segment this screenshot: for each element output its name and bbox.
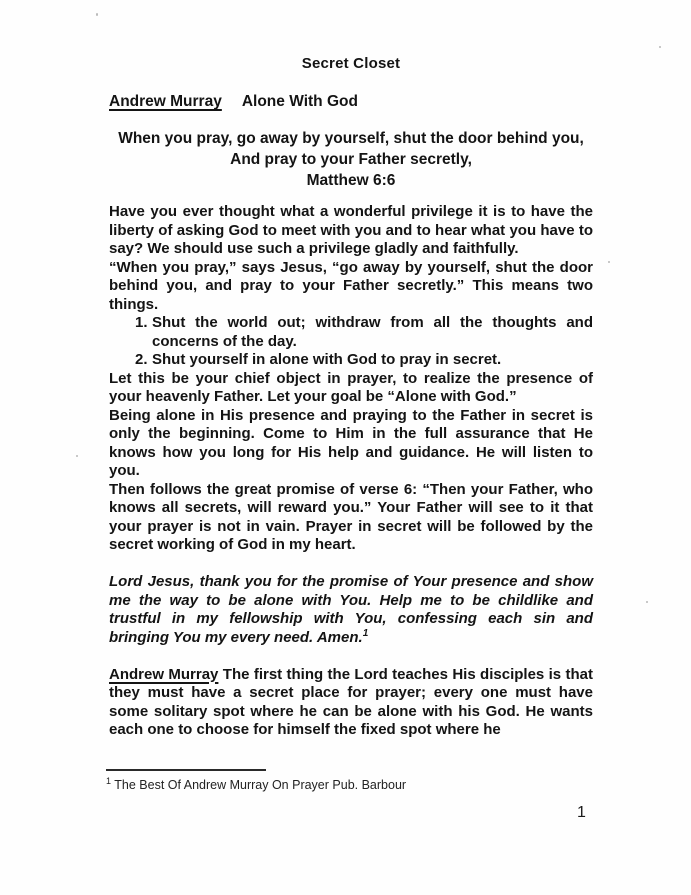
scripture-epigraph — [109, 128, 593, 191]
author-name: Andrew Murray — [109, 93, 222, 110]
footnote-ref: 1 — [362, 627, 369, 639]
list-item — [135, 314, 593, 351]
epigraph-line: When you pray, go away by yourself, shut the door behind you, — [118, 130, 584, 147]
page-title: Secret Closet — [301, 55, 401, 72]
scan-speck — [76, 455, 78, 457]
footnote-text: The Best Of Andrew Murray On Prayer Pub. Barbour — [114, 778, 407, 793]
byline — [109, 92, 593, 111]
page-number: 1 — [577, 804, 586, 821]
scan-speck — [659, 46, 661, 48]
list-item-text: Shut yourself in alone with God to pray in secret. — [152, 351, 502, 368]
paragraph: Let this be your chief object in prayer, to realize the presence of your heavenly Father. Let your goal be “Alone with God.” — [109, 369, 593, 405]
list-item-number: 1. — [135, 314, 148, 331]
scan-speck — [608, 261, 610, 263]
scan-speck — [96, 13, 98, 16]
scan-speck — [646, 601, 648, 603]
list-item-number: 2. — [135, 351, 148, 368]
list-item-text: Shut the world out; withdraw from all the thoughts and concerns of the day. — [152, 314, 593, 350]
epigraph-line: And pray to your Father secretly, — [230, 151, 472, 168]
text-block — [109, 0, 593, 740]
prayer-paragraph — [109, 573, 593, 647]
paragraph: “When you pray,” says Jesus, “go away by yourself, shut the door behind you, and pray to your Father secretly.” This means two things. — [109, 258, 593, 313]
list-item — [135, 351, 593, 370]
closing-author: Andrew Murray — [109, 665, 219, 683]
closing-text: The first thing the Lord teaches His disciples is that they must have a secret place for prayer; every one must have some solitary spot where he can be alone with his God. He wants each one to choose for himself the fixed spot where he — [109, 665, 593, 738]
body-text — [109, 203, 593, 740]
closing-paragraph — [109, 666, 593, 740]
paragraph: Have you ever thought what a wonderful privilege it is to have the liberty of asking God to meet with you and to hear what you have to say? We should use such a privilege gladly and faithfully. — [109, 203, 593, 257]
footnote — [106, 776, 590, 792]
paragraph: Being alone in His presence and praying to the Father in secret is only the beginning. Come to Him in the full assurance that He knows how you long for His help and guidance. He will listen to you. — [109, 406, 593, 479]
numbered-list — [109, 314, 593, 370]
paragraph: Then follows the great promise of verse 6: “Then your Father, who knows all secrets, will reward you.” Your Father will see to it that your prayer is not in vain. Prayer in secret will be followed by the secret working of God in my heart. — [109, 480, 593, 553]
epigraph-citation: Matthew 6:6 — [306, 172, 396, 189]
footnote-marker: 1 — [106, 776, 112, 786]
prayer-text: Lord Jesus, thank you for the promise of Your presence and show me the way to be alone with You. Help me to be childlike and trustful in my fellowship with You, confessing each sin and bringing You my every need. Amen. — [109, 573, 593, 646]
footnote-divider — [106, 769, 266, 771]
footnote-area — [106, 769, 590, 792]
work-title: Alone With God — [241, 93, 358, 110]
